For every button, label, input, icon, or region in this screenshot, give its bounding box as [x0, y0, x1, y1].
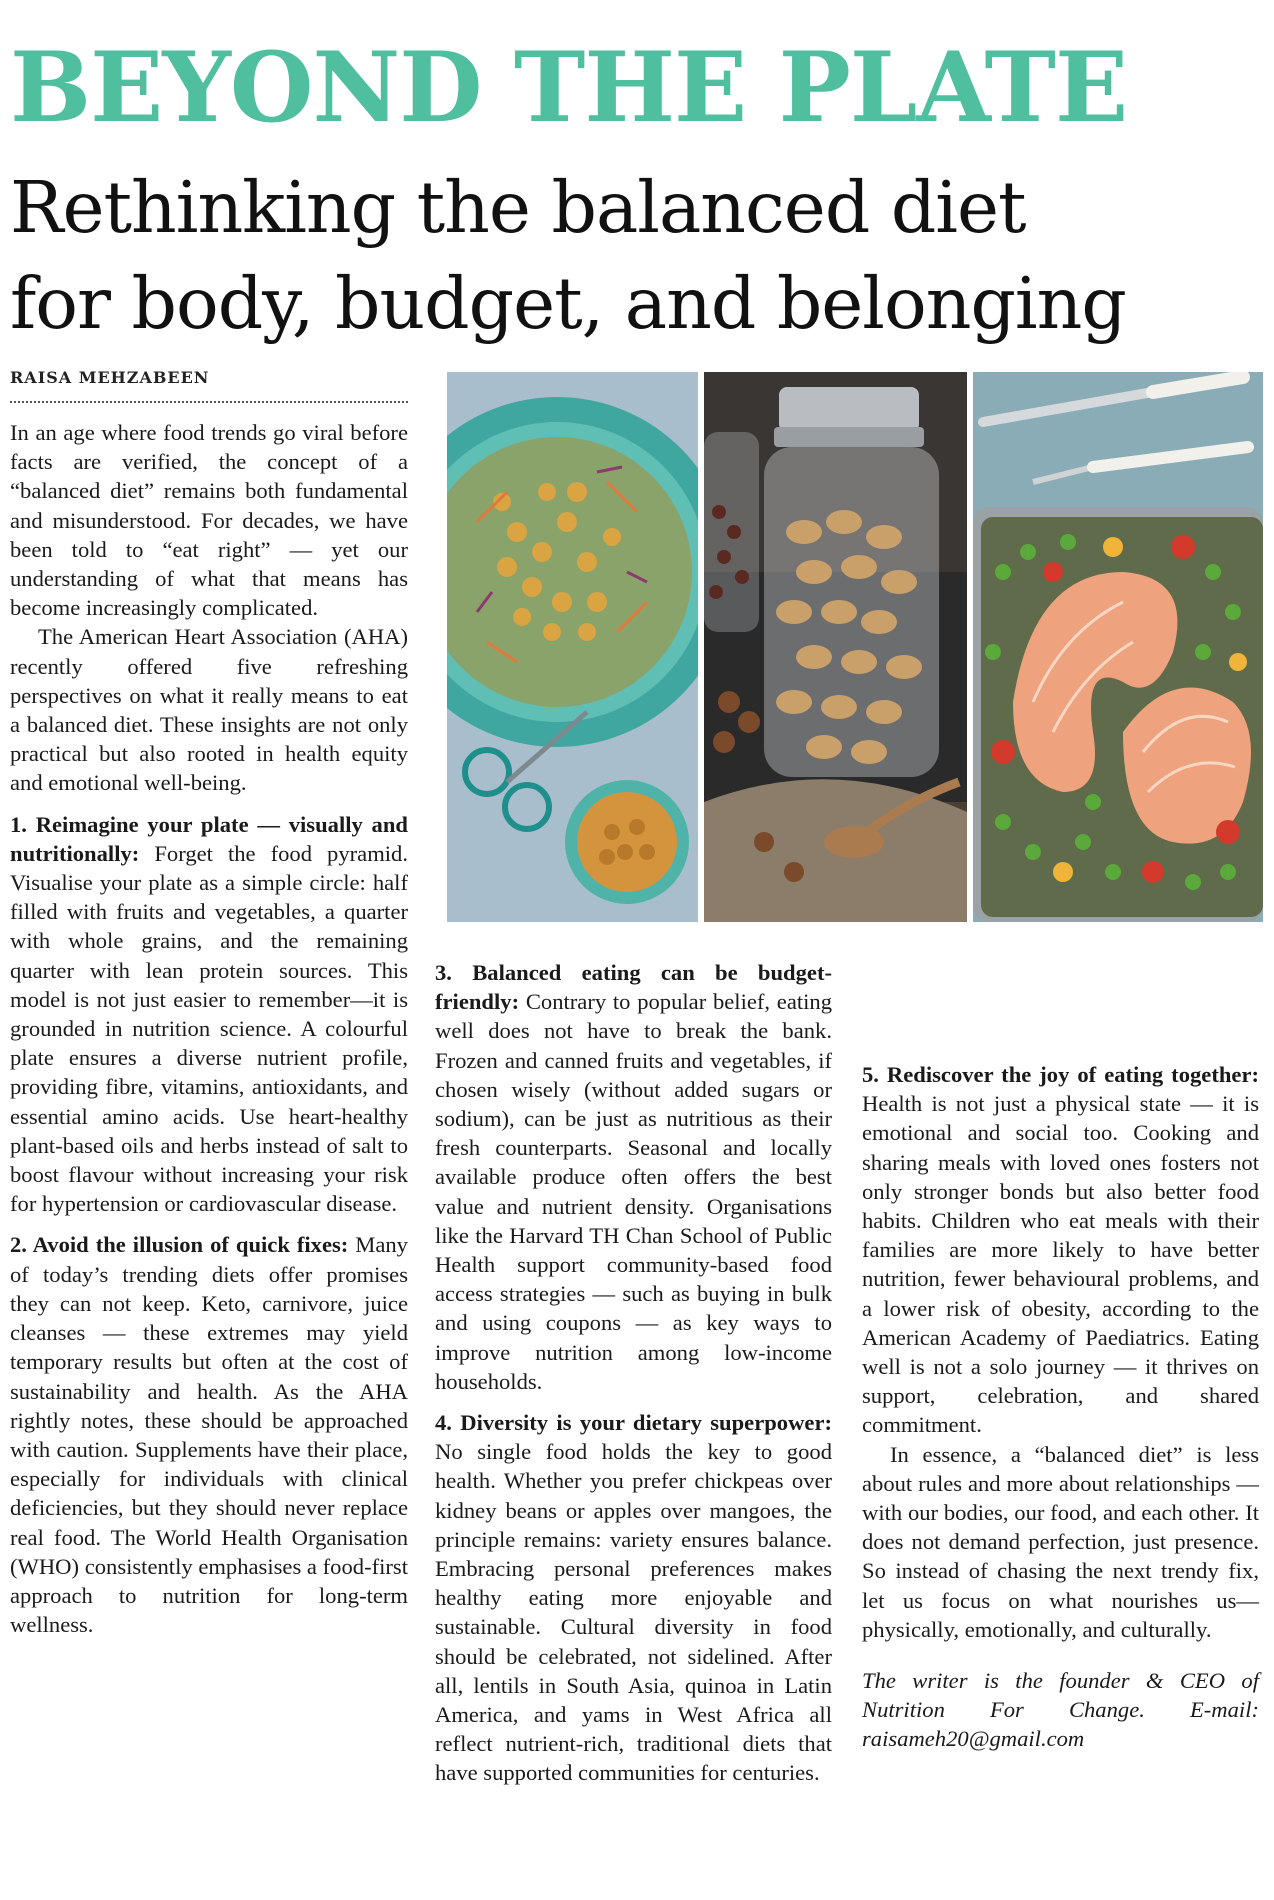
salmon-tray-photo [973, 372, 1263, 922]
article-column-3 [862, 958, 1259, 1754]
article-column-1 [10, 418, 408, 1639]
salad-bowl-photo [447, 372, 698, 922]
section-3-title: 3. Balanced eating can be budget-friendly: [435, 960, 832, 1015]
section-3-text: Contrary to popular belief, eating well does not have to break the bank. Frozen and canned fruits and vegetables, if chosen wisely (without added sugars or sodium), can be just as nutritious as their fresh counterparts. Seasonal and locally available produce often offers the best value and nutrient density. Organisations like the Harvard TH Chan School of Public Health support community-based food access strategies — such as buying in bulk and using coupons — as key ways to improve nutrition among low-income households. [435, 989, 832, 1394]
byline: RAISA MEHZABEEN [10, 368, 408, 403]
photo-strip [447, 372, 1263, 922]
conclusion-paragraph: In essence, a “balanced diet” is less about rules and more about relationships — with our bodies, our food, and each other. It does not demand perfection, just presence. So instead of chasing the next trendy fix, let us focus on what nourishes us—physically, emotionally, and culturally. [862, 1441, 1259, 1642]
section-kicker: BEYOND THE PLATE [10, 31, 1128, 144]
section-5-text: Health is not just a physical state — it is emotional and social too. Cooking and sharing meals with loved ones fosters not only stronger bonds but also better food habits. Children who eat meals with their families are more likely to have better nutrition, fewer behavioural problems, and a lower risk of obesity, according to the American Academy of Paediatrics. Eating well is not a solo journey — it thrives on support, celebration, and shared commitment. [862, 1091, 1259, 1438]
section-2-text: Many of today’s trending diets offer promises they can not keep. Keto, carnivore, juice cleanses — these extremes may yield temporary results but often at the cost of sustainability and health. As the AHA rightly notes, these should be approached with caution. Supplements have their place, especially for individuals with clinical deficiencies, but they should never replace real food. The World Health Organisation (WHO) consistently emphasises a food-first approach to nutrition for long-term wellness. [10, 1232, 408, 1638]
section-2-title: 2. Avoid the illusion of quick fixes: [10, 1232, 349, 1258]
section-5-title: 5. Rediscover the joy of eating together: [862, 1062, 1259, 1087]
headline [10, 160, 1270, 352]
article-column-2 [435, 958, 832, 1788]
section-4-title: 4. Diversity is your dietary superpower: [435, 1410, 832, 1436]
section-1 [10, 810, 408, 1219]
section-3 [435, 958, 832, 1396]
section-4 [435, 1408, 832, 1788]
headline-line-1: Rethinking the balanced diet [10, 166, 1026, 249]
section-5 [862, 1060, 1259, 1440]
section-2 [10, 1230, 408, 1639]
section-1-title: 1. Reimagine your plate — visually and nutritionally: [10, 811, 408, 866]
headline-line-2: for body, budget, and belonging [10, 262, 1126, 345]
nuts-jar-photo [704, 372, 967, 922]
author-signoff: The writer is the founder & CEO of Nutrition For Change. E-mail: raisameh20@gmail.com [862, 1668, 1259, 1752]
intro-paragraph-1: In an age where food trends go viral before facts are verified, the concept of a “balanced diet” remains both fundamental and misunderstood. For decades, we have been told to “eat right” — yet our understanding of what that means has become increasingly complicated. [10, 420, 408, 621]
section-4-text: No single food holds the key to good health. Whether you prefer chickpeas over kidney beans or apples over mangoes, the principle remains: variety ensures balance. Embracing personal preferences makes healthy eating more enjoyable and sustainable. Cultural diversity in food should be celebrated, not sidelined. After all, lentils in South Asia, quinoa in Latin America, and yams in West Africa all reflect nutrient-rich, traditional diets that have supported communities for centuries. [435, 1439, 832, 1786]
intro-paragraph-2: The American Heart Association (AHA) recently offered five refreshing perspectives on what it really means to eat a balanced diet. These insights are not only practical but also rooted in health equity and emotional well-being. [10, 624, 408, 796]
section-1-text: Forget the food pyramid. Visualise your plate as a simple circle: half filled with fruits and vegetables, a quarter with whole grains, and the remaining quarter with lean protein sources. This model is not just easier to remember—it is grounded in nutrition science. A colourful plate ensures a diverse nutrient profile, providing fibre, vitamins, antioxidants, and essential amino acids. Use heart-healthy plant-based oils and herbs instead of salt to boost flavour without increasing your risk for hypertension or cardiovascular disease. [10, 840, 408, 1217]
